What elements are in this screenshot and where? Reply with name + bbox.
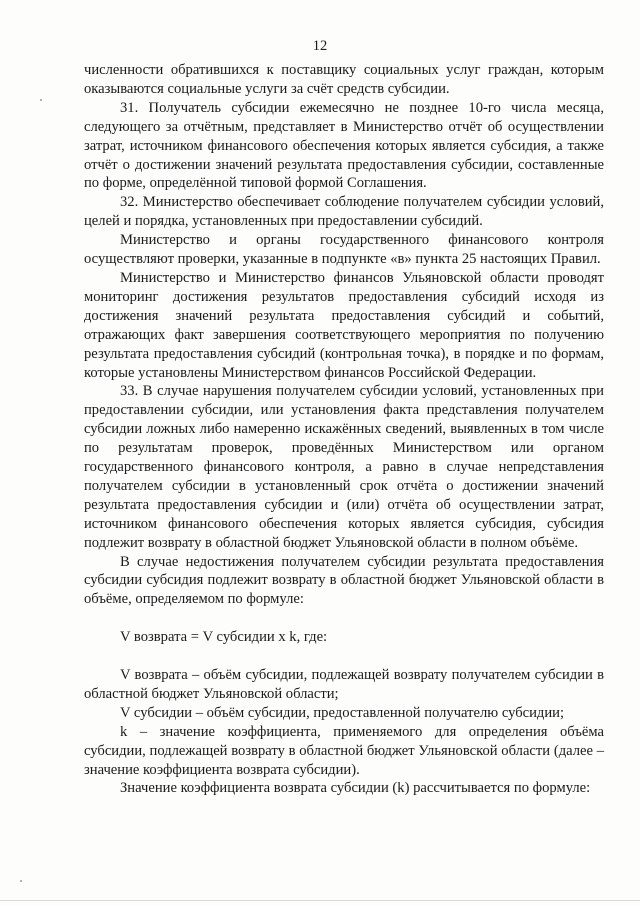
paragraph-33: 33. В случае нарушения получателем субсидии условий, установленных при предоставлении субсидии, или установления факта представления получателем субсидии ложных либо намеренно искажённых сведений, выявленных в том числе по результатам проверок, проведённых Министерством или органом государственного финансового контроля, а равно в случае непредставления получателем субсидии в установленный срок отчёта о достижении значений результата предоставления субсидии и (или) отчёта об осуществлении затрат, источником финансового обеспечения которых является субсидия, субсидия подлежит возврату в областной бюджет Ульяновской области в полном объёме. <box>84 383 604 551</box>
paragraph-control-checks: Министерство и органы государственного финансового контроля осуществляют проверки, указанные в подпункте «в» пункта 25 настоящих Правил. <box>84 232 604 268</box>
paragraph-32: 32. Министерство обеспечивает соблюдение получателем субсидии условий, целей и порядка, установленных при предоставлении субсидий. <box>84 194 604 230</box>
scan-edge-line <box>0 900 640 901</box>
return-formula: V возврата = V субсидии x k, где: <box>120 629 328 646</box>
definition-v-return: V возврата – объём субсидии, подлежащей возврату получателем субсидии в областной бюджет Ульяновской области; <box>84 666 604 702</box>
page-number: 12 <box>312 38 328 54</box>
scan-speck <box>20 880 22 882</box>
paragraph-continuation: численности обратившихся к поставщику социальных услуг граждан, которым оказываются социальные услуги за счёт средств субсидии. <box>84 62 604 97</box>
paragraph-non-achievement: В случае недостижения получателем субсидии результата предоставления субсидии субсидия подлежит возврату в областной бюджет Ульяновской области в объёме, определяемом по формуле: <box>84 553 604 608</box>
paragraph-coefficient-calc: Значение коэффициента возврата субсидии (k) рассчитывается по формуле: <box>120 780 591 797</box>
paragraph-monitoring: Министерство и Министерство финансов Ульяновской области проводят мониторинг достижения результатов предоставления субсидий исходя из достижения значений результата предоставления субсидий и событий, отражающих факт завершения соответствующего мероприятия по получению результата предоставления субсидий (контрольная точка), в порядке и по формам, которые установлены Министерством финансов Российской Федерации. <box>84 269 604 381</box>
definition-v-subsidy: V субсидии – объём субсидии, предоставленной получателю субсидии; <box>120 704 565 721</box>
document-body <box>84 61 604 798</box>
definition-k: k – значение коэффициента, применяемого для определения объёма субсидии, подлежащей возврату в областной бюджет Ульяновской области (далее – значение коэффициента возврата субсидии). <box>84 723 604 778</box>
paragraph-31: 31. Получатель субсидии ежемесячно не позднее 10-го числа месяца, следующего за отчётным, представляет в Министерство отчёт об осуществлении затрат, источником финансового обеспечения которых является субсидия, а также отчёт о достижении значений результата предоставления субсидии, составленные по форме, определённой типовой формой Соглашения. <box>84 99 604 192</box>
scan-speck <box>40 99 42 101</box>
